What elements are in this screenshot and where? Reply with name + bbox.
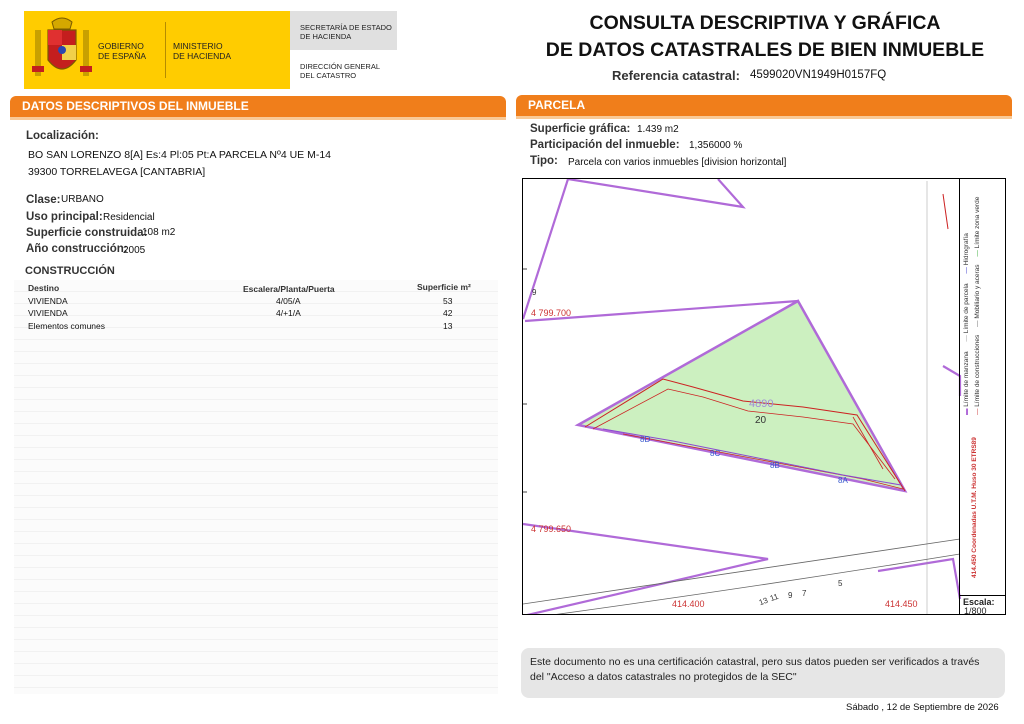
sup-label: Superficie construida:	[26, 227, 148, 239]
anio-value: 2005	[123, 245, 146, 256]
legend-col-1: ▬ Límite de manzana — Límite de parcela — Hidrografía	[963, 233, 970, 415]
table-header-superficie: Superficie m²	[417, 282, 471, 292]
table-row-2-destino: VIVIENDA	[28, 308, 68, 318]
title-line1: CONSULTA DESCRIPTIVA Y GRÁFICA	[589, 12, 941, 34]
street-number-7: 7	[802, 589, 807, 598]
part-label: Participación del inmueble:	[530, 139, 680, 151]
legend-furniture: Mobiliario y aceras	[974, 264, 981, 319]
sup-value: 108 m2	[142, 227, 176, 238]
loc-label: Localización:	[26, 130, 99, 142]
loc-line2: 39300 TORRELAVEGA [CANTABRIA]	[28, 166, 206, 178]
tipo-value: Parcela con varios inmuebles [division horizontal]	[568, 157, 787, 168]
coords-note: 414.450 Coordenadas U.T.M. Huso 30 ETRS89	[971, 437, 978, 578]
section-header-parcela	[516, 95, 1012, 116]
legend-construction-limit: Límite de construcciones	[974, 334, 981, 407]
coord-x1: 414.400	[672, 599, 705, 609]
loc-line1: BO SAN LORENZO 8[A] Es:4 Pl:05 Pt:A PARCELA Nº4 UE M-14	[28, 149, 331, 161]
uso-value: Residencial	[103, 212, 155, 223]
ref-label: Referencia catastral:	[612, 68, 740, 83]
legend-block-limit: Límite de manzana	[963, 351, 970, 407]
house-number-8b: 8B	[770, 461, 780, 470]
print-date: Sábado , 12 de Septiembre de 2026	[846, 702, 999, 713]
scale-label: Escala:	[963, 597, 995, 607]
parcel-polygon	[578, 301, 905, 491]
north-arrow-icon	[943, 194, 948, 229]
supg-label: Superficie gráfica:	[530, 123, 631, 135]
supg-value: 1.439 m2	[637, 124, 679, 135]
block-outline-bottomleft	[523, 524, 768, 615]
parcel-ghost-number: 4890	[749, 398, 774, 410]
construccion-title: CONSTRUCCIÓN	[25, 265, 115, 277]
logo-divider	[165, 22, 166, 78]
section-title-datos: DATOS DESCRIPTIVOS DEL INMUEBLE	[22, 99, 249, 113]
legend-divider	[959, 178, 960, 615]
clase-label: Clase:	[26, 194, 61, 206]
table-row-1-destino: VIVIENDA	[28, 296, 68, 306]
map-drawing	[523, 179, 1006, 615]
table-row-1-escalera: 4/05/A	[276, 296, 301, 306]
house-number-8a: 8A	[838, 476, 848, 485]
title-line2: DE DATOS CATASTRALES DE BIEN INMUEBLE	[545, 39, 985, 61]
dir-line2: DEL CATASTRO	[300, 71, 357, 80]
sec-line2: DE HACIENDA	[300, 32, 352, 41]
table-header-escalera: Escalera/Planta/Puerta	[243, 284, 335, 294]
cadastral-map[interactable]	[522, 178, 1006, 615]
gov-label	[98, 41, 146, 61]
table-row-3-superficie: 13	[443, 321, 453, 331]
directorate-label	[300, 62, 380, 80]
anio-label: Año construcción:	[26, 243, 128, 255]
street-number-5: 5	[838, 579, 843, 588]
coat-of-arms-icon	[32, 16, 92, 84]
section-title-parcela: PARCELA	[528, 98, 586, 112]
coord-x2: 414.450	[885, 599, 918, 609]
coord-y1: 4 799.700	[531, 308, 572, 318]
block-outline-topleft	[523, 179, 568, 319]
table-header-destino: Destino	[28, 283, 60, 293]
gov-line2: DE ESPAÑA	[98, 51, 147, 61]
legend-hydrography: Hidrografía	[963, 233, 970, 266]
ref-value: 4599020VN1949H0157FQ	[750, 69, 887, 81]
ministry-label	[173, 41, 231, 61]
table-row-1-superficie: 53	[443, 296, 453, 306]
house-number-8d: 8D	[640, 435, 651, 444]
legend-scale-divider	[959, 595, 1006, 596]
part-value: 1,356000 %	[689, 140, 743, 151]
legend-green-zone: Límite zona verde	[974, 196, 981, 249]
street-number-13: 13	[757, 595, 770, 608]
block-outline-top	[568, 179, 743, 207]
construction-table	[14, 280, 498, 694]
clase-value: URBANO	[61, 194, 104, 205]
street-number-9: 9	[788, 591, 793, 600]
parcel-number: 20	[755, 415, 767, 426]
ministry-line1: MINISTERIO	[173, 41, 223, 51]
block-outline-right	[943, 366, 960, 396]
street-number-11: 11	[768, 591, 780, 604]
table-row-2-superficie: 42	[443, 308, 453, 318]
legend-parcel-limit: Límite de parcela	[963, 283, 970, 334]
section-header-datos	[10, 96, 506, 117]
disclaimer-note: Este documento no es una certificación catastral, pero sus datos pueden ser verificados a través del "Acceso a datos catastrales no protegidos de la SEC"	[521, 648, 1005, 698]
coord-y2: 4 799.650	[531, 524, 572, 534]
gov-line1: GOBIERNO	[98, 41, 144, 51]
table-row-3-destino: Elementos comunes	[28, 321, 106, 331]
scale-value: 1/800	[964, 606, 987, 616]
tipo-label: Tipo:	[530, 155, 558, 167]
ministry-line2: DE HACIENDA	[173, 51, 232, 61]
secretariat-label	[300, 23, 392, 41]
table-row-2-escalera: 4/+1/A	[276, 308, 301, 318]
house-number-8c: 8C	[710, 449, 721, 458]
sec-line1: SECRETARÍA DE ESTADO	[300, 23, 392, 32]
road-line	[523, 539, 960, 604]
page-title	[540, 10, 990, 64]
legend-col-2: — Límite de construcciones — Mobiliario y aceras — Límite zona verde	[974, 196, 981, 415]
uso-label: Uso principal:	[26, 211, 103, 223]
dir-line1: DIRECCIÓN GENERAL	[300, 62, 381, 71]
map-label-9: 9	[532, 288, 537, 297]
